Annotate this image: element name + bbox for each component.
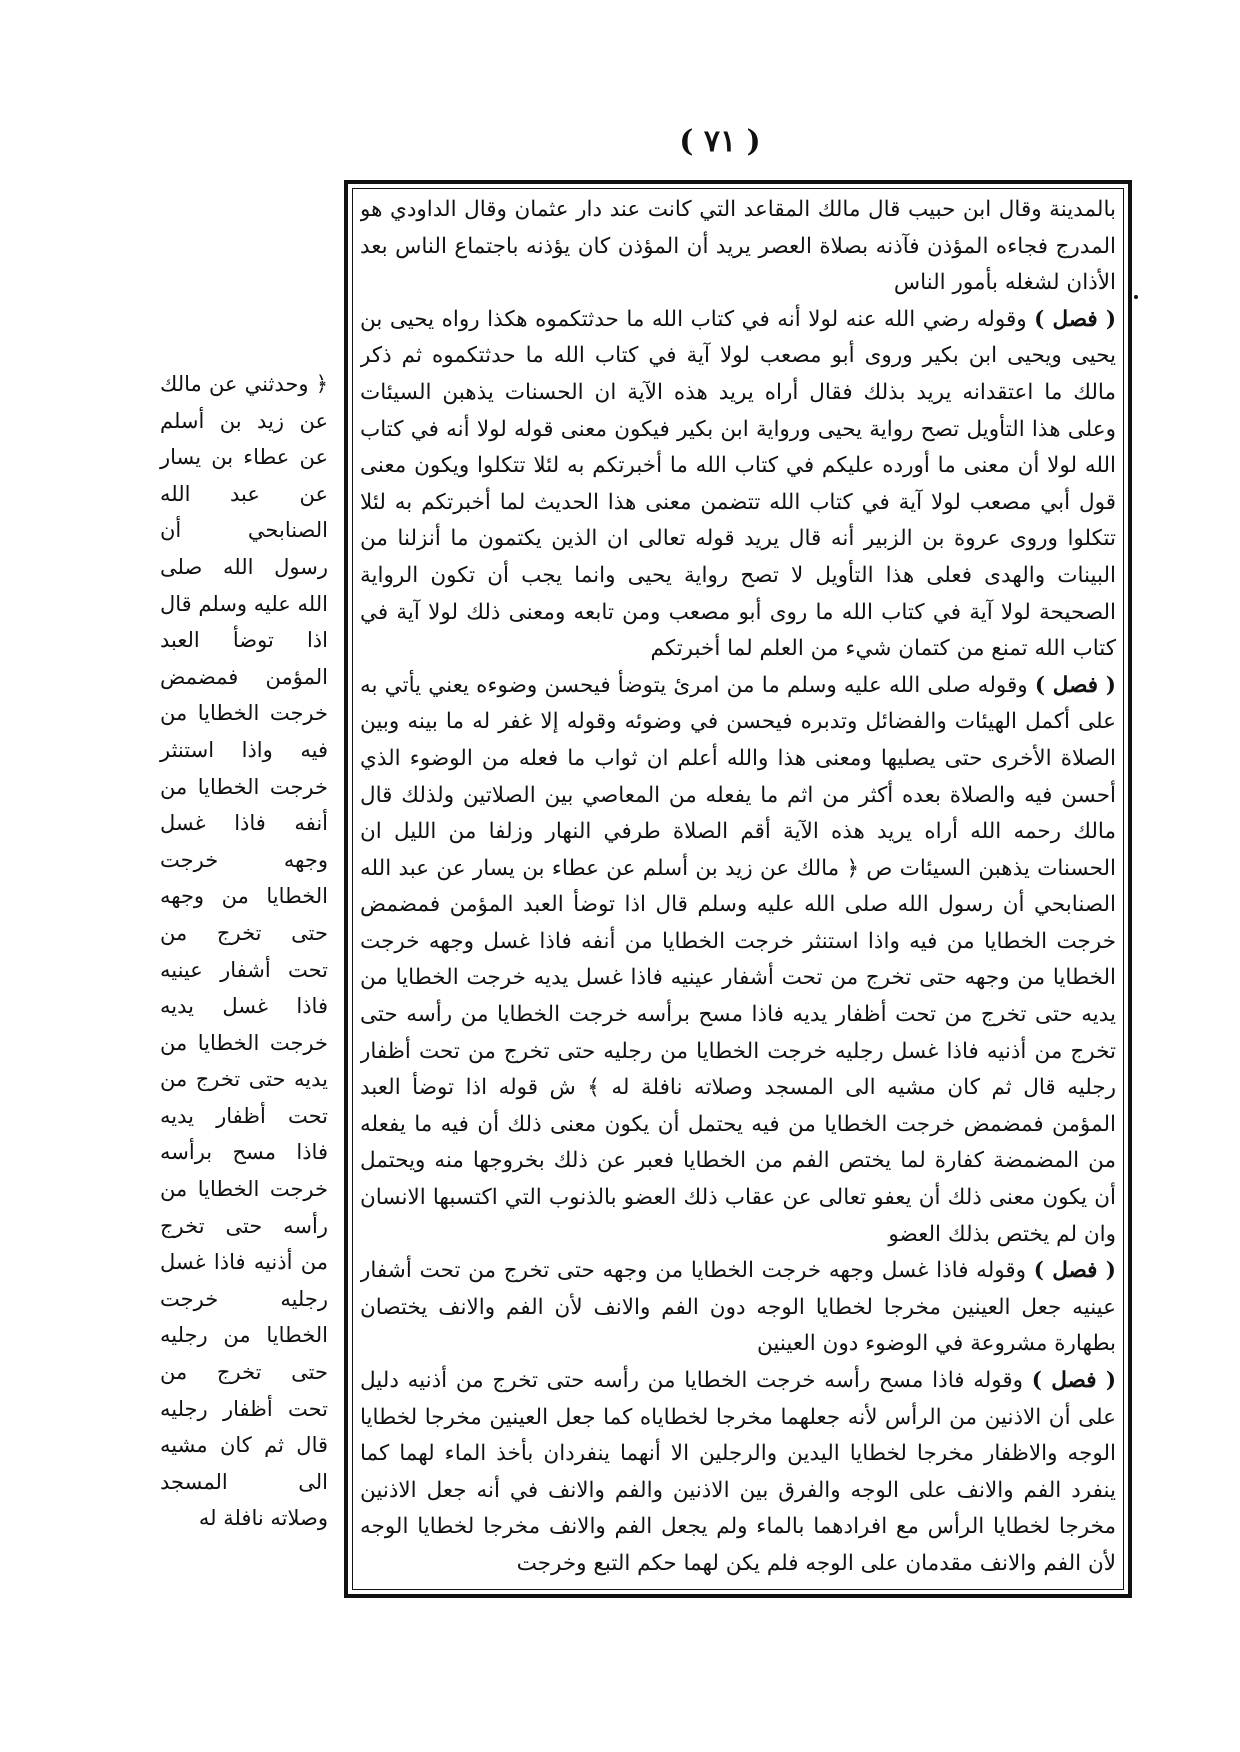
stray-ink-dot — [1134, 295, 1138, 299]
section-marker: ( فصل ) — [1034, 306, 1116, 332]
section-marker: ( فصل ) — [1031, 1368, 1116, 1393]
paragraph-4 — [360, 1253, 1116, 1363]
section-marker: ( فصل ) — [1034, 672, 1116, 698]
paragraph-text: وقوله صلى الله عليه وسلم ما من امرئ يتوضأ فيحسن وضوءه يعني يأتي به على أكمل الهيئات والفضائل وتدبره فيحسن في وضوئه وقوله إلا غفر له ما بينه وبين الصلاة الأخرى حتى يصليها ومعنى هذا والله أعلم ان ثواب ما فعله من الوضوء الذي أحسن فيه والصلاة بعده أكثر من اثم ما يفعله من المعاصي بين الصلاتين ولذلك قال مالك رحمه الله أراه يريد هذه الآية أقم الصلاة طرفي النهار وزلفا من الليل ان الحسنات يذهبن السيئات ص ﴿ مالك عن زيد بن أسلم عن عطاء بن يسار عن عبد الله الصنابحي أن رسول الله صلى الله عليه وسلم قال اذا توضأ العبد المؤمن فمضمض خرجت الخطايا من فيه واذا استنثر خرجت الخطايا من أنفه فاذا غسل وجهه خرجت الخطايا من وجهه حتى تخرج من تحت أشفار عينيه فاذا غسل يديه خرجت الخطايا من يديه حتى تخرج من تحت أظفار يديه فاذا مسح برأسه خرجت الخطايا من رأسه حتى تخرج من أذنيه فاذا غسل رجليه خرجت الخطايا من رجليه حتى تخرج من تحت أظفار رجليه قال ثم كان مشيه الى المسجد وصلاته نافلة له ﴾ ش قوله اذا توضأ العبد المؤمن فمضمض خرجت الخطايا من فيه يحتمل أن يكون معنى ذلك أن فيه ما يفعله من المضمضة كفارة لما يختص الفم من الخطايا فعبر عن ذلك بخروجها منه ويحتمل أن يكون معنى ذلك أن يعفو تعالى عن عقاب ذلك العضو بالذنوب التي اكتسبها الانسان وان لم يختص بذلك العضو — [360, 672, 1116, 1247]
main-text-body — [360, 192, 1116, 1588]
margin-paragraph: ﴿ وحدثني عن مالك عن زيد بن أسلم عن عطاء بن يسار عن عبد الله الصنابحي أن رسول الله صلى الله عليه وسلم قال اذا توضأ العبد المؤمن فمضمض خرجت الخطايا من فيه واذا استنثر خرجت الخطايا من أنفه فاذا غسل وجهه خرجت الخطايا من وجهه حتى تخرج من تحت أشفار عينيه فاذا غسل يديه خرجت الخطايا من يديه حتى تخرج من تحت أظفار يديه فاذا مسح برأسه خرجت الخطايا من رأسه حتى تخرج من أذنيه فاذا غسل رجليه خرجت الخطايا من رجليه حتى تخرج من تحت أظفار رجليه قال ثم كان مشيه الى المسجد وصلاته نافلة له — [160, 372, 328, 1531]
margin-text-column — [160, 366, 328, 1537]
paragraph-2 — [360, 302, 1116, 668]
paragraph-text: بالمدينة وقال ابن حبيب قال مالك المقاعد التي كانت عند دار عثمان وقال الداودي هو المدرج فجاءه المؤذن فآذنه بصلاة العصر يريد أن المؤذن كان يؤذنه باجتماع الناس بعد الأذان لشغله بأمور الناس — [360, 197, 1116, 296]
paragraph-3 — [360, 668, 1116, 1254]
paragraph-5 — [360, 1363, 1116, 1583]
paragraph-1 — [360, 192, 1116, 302]
section-marker: ( فصل ) — [1033, 1258, 1116, 1284]
paragraph-text: وقوله رضي الله عنه لولا أنه في كتاب الله ما حدثتكموه هكذا رواه يحيى بن يحيى ويحيى ابن بكير وروى أبو مصعب لولا آية في كتاب الله ما حدثتكموه ثم ذكر مالك ما اعتقدانه يريد بذلك فقال أراه يريد هذه الآية ان الحسنات يذهبن السيئات وعلى هذا التأويل تصح رواية يحيى ورواية ابن بكير فيكون معنى قوله لولا أنه في كتاب الله لولا أن معنى ما أورده عليكم في كتاب الله ما أخبرتكم به لئلا تتكلوا ويكون معنى قول أبي مصعب لولا آية في كتاب الله تتضمن معنى هذا الحديث لما أخبرتكم به لئلا تتكلوا وروى عروة بن الزبير أنه قال يريد قوله تعالى ان الذين يكتمون ما أنزلنا من البينات والهدى فعلى هذا التأويل لا تصح رواية يحيى وانما يجب أن تكون الرواية الصحيحة لولا آية في كتاب الله ما روى أبو مصعب ومن تابعه ومعنى ذلك لولا آية في كتاب الله تمنع من كتمان شيء من العلم لما أخبرتكم — [360, 306, 1116, 662]
paragraph-text: وقوله فاذا غسل وجهه خرجت الخطايا من وجهه حتى تخرج من تحت أشفار عينيه جعل العينين مخرجا لخطايا الوجه دون الفم والانف لأن الفم والانف يختصان بطهارة مشروعة في الوضوء دون العينين — [360, 1258, 1116, 1357]
paragraph-text: وقوله فاذا مسح رأسه خرجت الخطايا من رأسه حتى تخرج من أذنيه دليل على أن الاذنين من الرأس لأنه جعلهما مخرجا لخطاياه كما جعل العينين مخرجا لخطايا الوجه والاظفار مخرجا لخطايا اليدين والرجلين الا أنهما ينفردان بأخذ الماء لهما كما ينفرد الفم والانف على الوجه والفرق بين الاذنين والفم والانف في أنه جعل الاذنين مخرجا لخطايا الرأس مع افرادهما بالماء ولم يجعل الفم والانف مخرجا لخطايا الوجه لأن الفم والانف مقدمان على الوجه فلم يكن لهما حكم التبع وخرجت — [360, 1368, 1116, 1576]
page-number: ( ٧١ ) — [679, 124, 761, 159]
